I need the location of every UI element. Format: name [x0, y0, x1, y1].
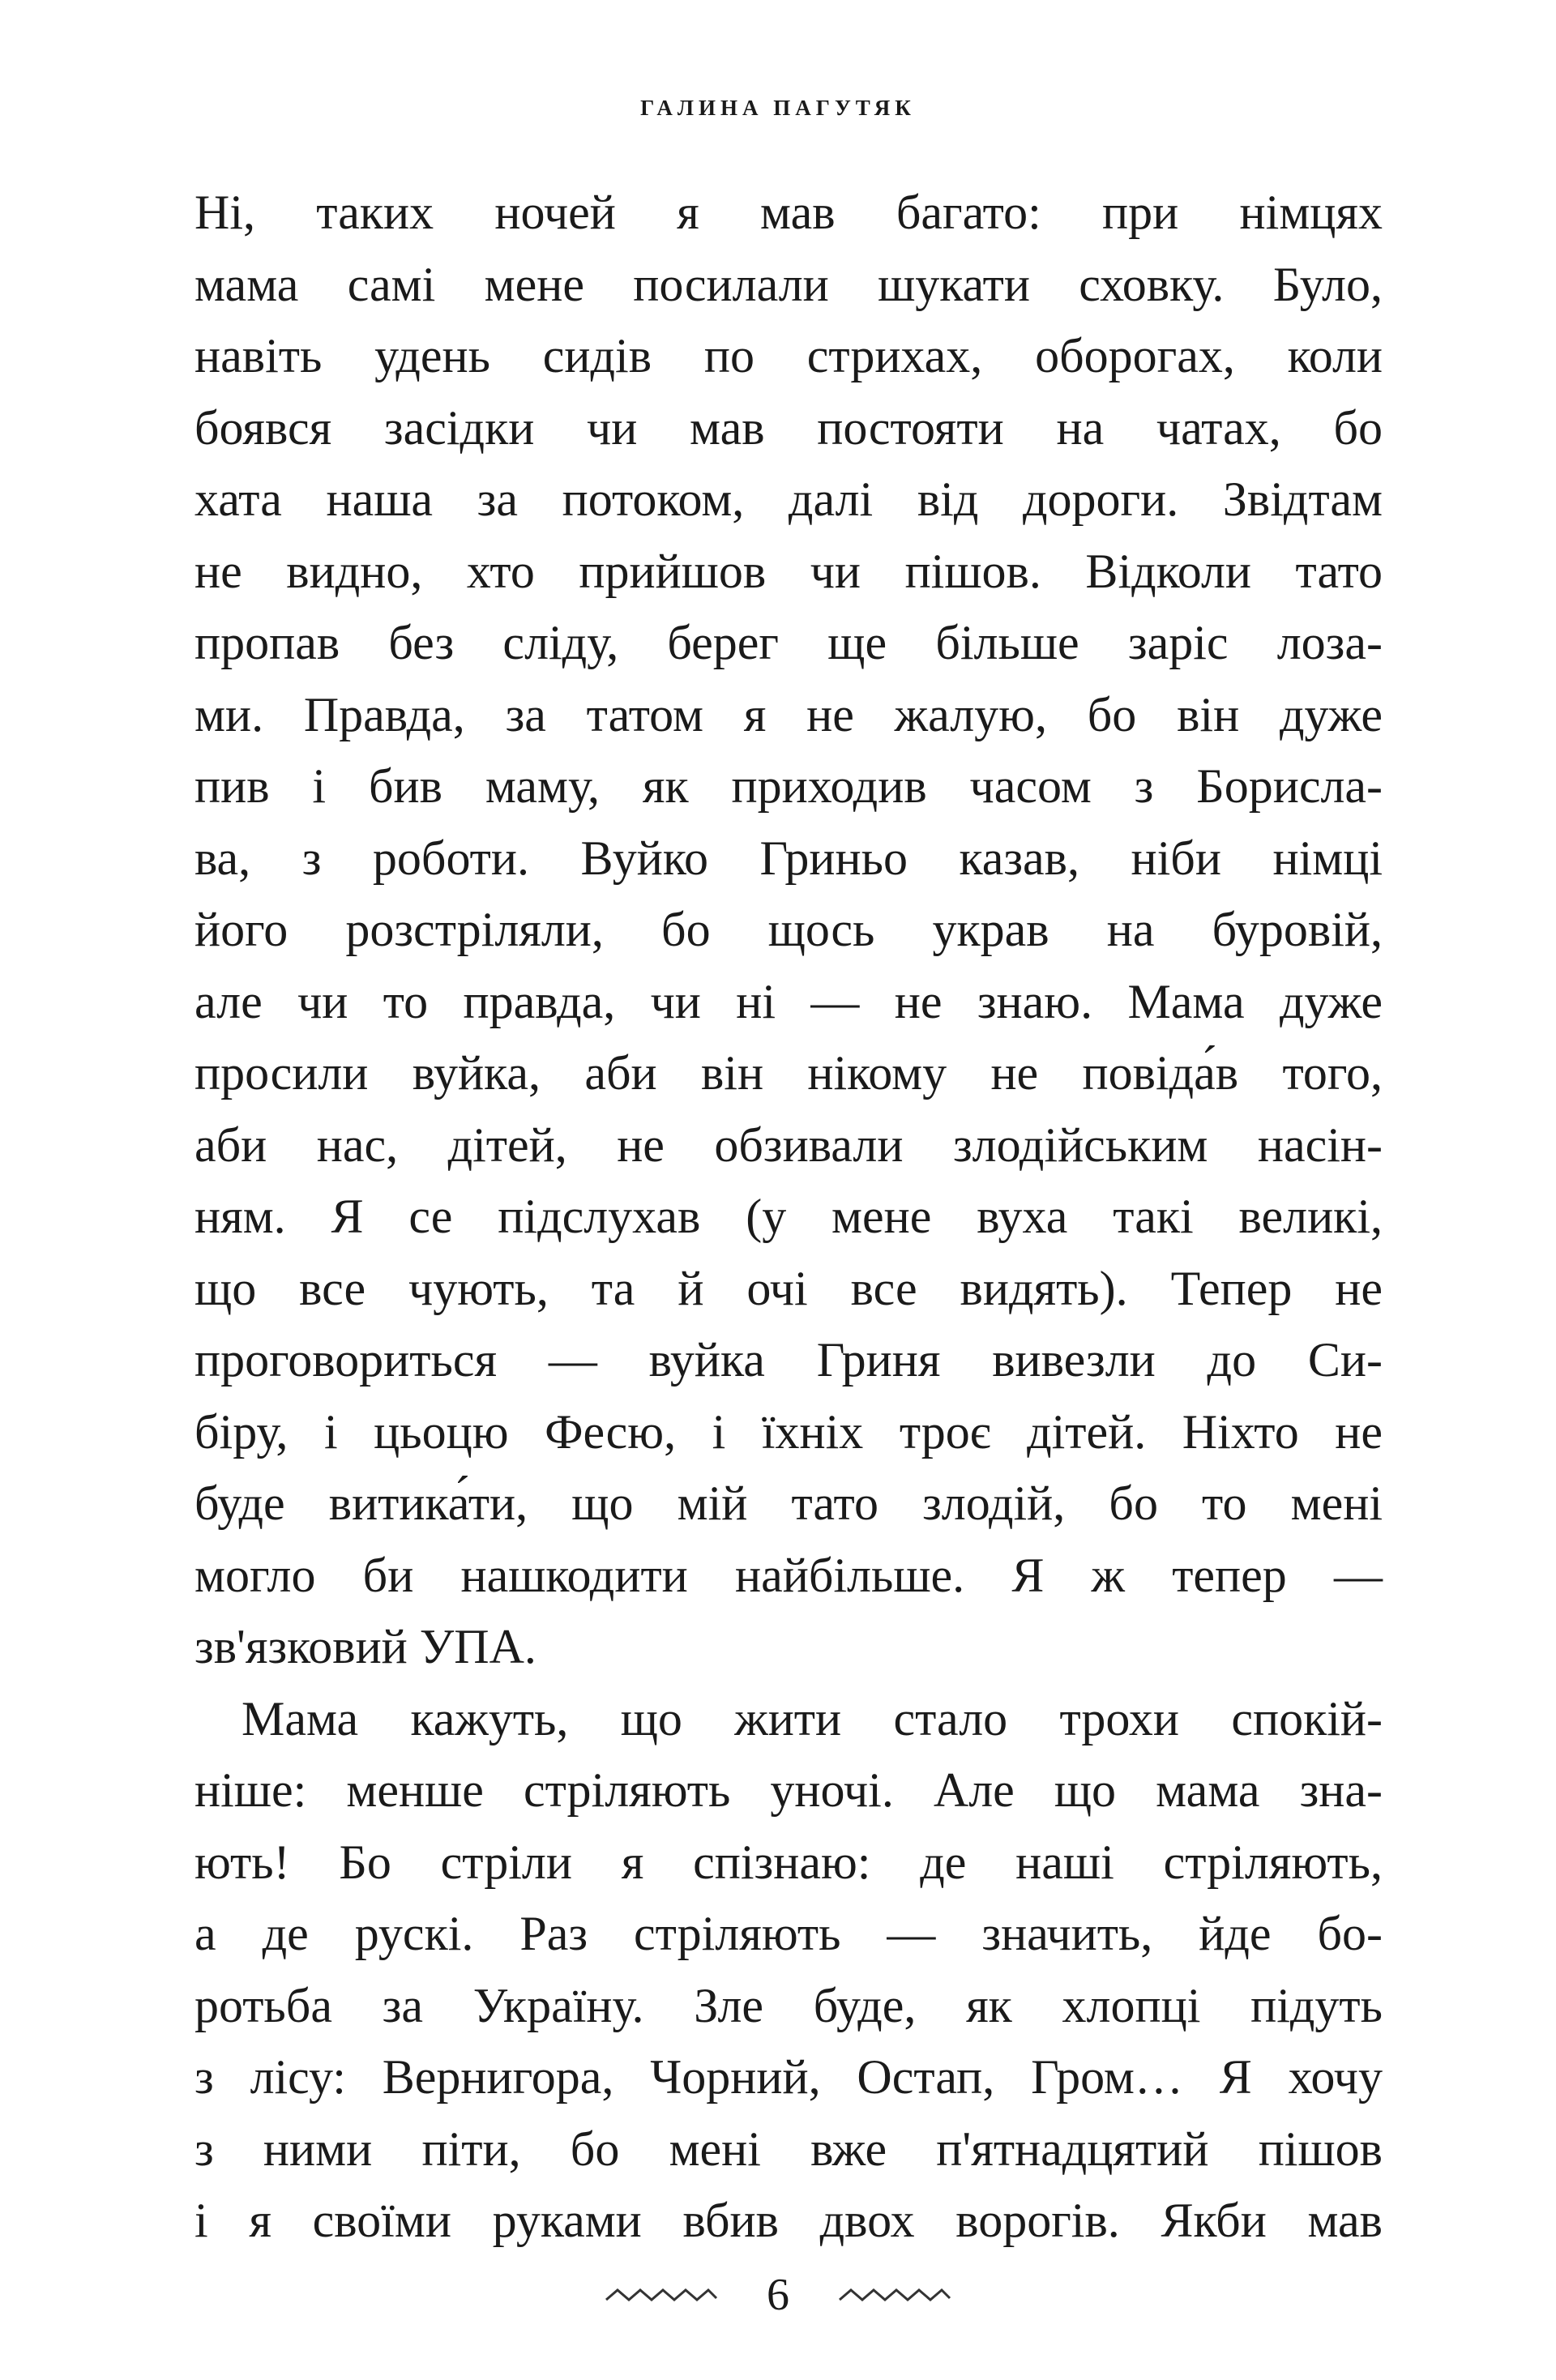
text-line: проговориться — вуйка Гриня вивезли до Си- [194, 1333, 1383, 1387]
text-line: могло би нашкодити найбільше. Я ж тепер — [194, 1548, 1383, 1602]
text-line: і я своїми руками вбив двох ворогів. Якби мав [194, 2194, 1383, 2247]
text-line: аби нас, дітей, не обзивали злодійським насін- [194, 1117, 1383, 1172]
text-line: що все чують, та й очі все видять). Тепер не [194, 1261, 1383, 1315]
text-line: ротьба за Україну. Зле буде, як хлопці підуть [194, 1978, 1383, 2032]
text-line: хата наша за потоком, далі від дороги. Звідтам [194, 472, 1383, 526]
text-line: зв'язковий УПА. [194, 1620, 536, 1673]
text-line: мама самі мене посилали шукати сховку. Було, [194, 257, 1383, 311]
text-line: ють! Бо стріли я спізнаю: де наші стріляють, [194, 1835, 1383, 1889]
text-line: боявся засідки чи мав постояти на чатах, бо [194, 400, 1383, 455]
text-line: біру, і цьоцю Фесю, і їхніх троє дітей. Ніхто не [194, 1404, 1383, 1459]
text-line: ням. Я се підслухав (у мене вуха такі великі, [194, 1190, 1383, 1243]
text-line: навіть удень сидів по стрихах, оборогах, коли [194, 329, 1383, 382]
text-line: Мама кажуть, що жити стало трохи спокій- [242, 1691, 1383, 1745]
body-text [194, 177, 1383, 2257]
text-line: пропав без сліду, берег ще більше заріс лоза- [194, 616, 1383, 669]
text-line: просили вуйка, аби він нікому не повіда́в того, [194, 1046, 1383, 1100]
text-line: ніше: менше стріляють уночі. Але що мама зна- [194, 1763, 1383, 1817]
text-line: його розстріляли, бо щось украв на буровій, [194, 903, 1383, 956]
text-line: з ними піти, бо мені вже п'ятнадцятий пішов [194, 2121, 1383, 2176]
text-line: а де рускі. Раз стріляють — значить, йде бо- [194, 1907, 1383, 1960]
wave-ornament-right-icon [838, 2285, 951, 2305]
wave-ornament-left-icon [605, 2285, 718, 2305]
text-line: ми. Правда, за татом я не жалую, бо він дуже [194, 687, 1383, 741]
page-number: 6 [767, 2270, 789, 2320]
text-line: ва, з роботи. Вуйко Гриньо казав, ніби німці [194, 831, 1383, 885]
text-line: з лісу: Вернигора, Чорний, Остап, Гром… Я хочу [194, 2050, 1383, 2104]
text-line: буде витика́ти, що мій тато злодій, бо то мені [194, 1476, 1383, 1530]
text-line: не видно, хто прийшов чи пішов. Відколи тато [194, 544, 1383, 598]
text-line: але чи то правда, чи ні — не знаю. Мама дуже [194, 974, 1383, 1028]
text-line: Ні, таких ночей я мав багато: при німцях [194, 186, 1383, 239]
page-footer [0, 2269, 1556, 2321]
running-head: ГАЛИНА ПАГУТЯК [640, 96, 916, 120]
text-line: пив і бив маму, як приходив часом з Борисла- [194, 759, 1383, 813]
